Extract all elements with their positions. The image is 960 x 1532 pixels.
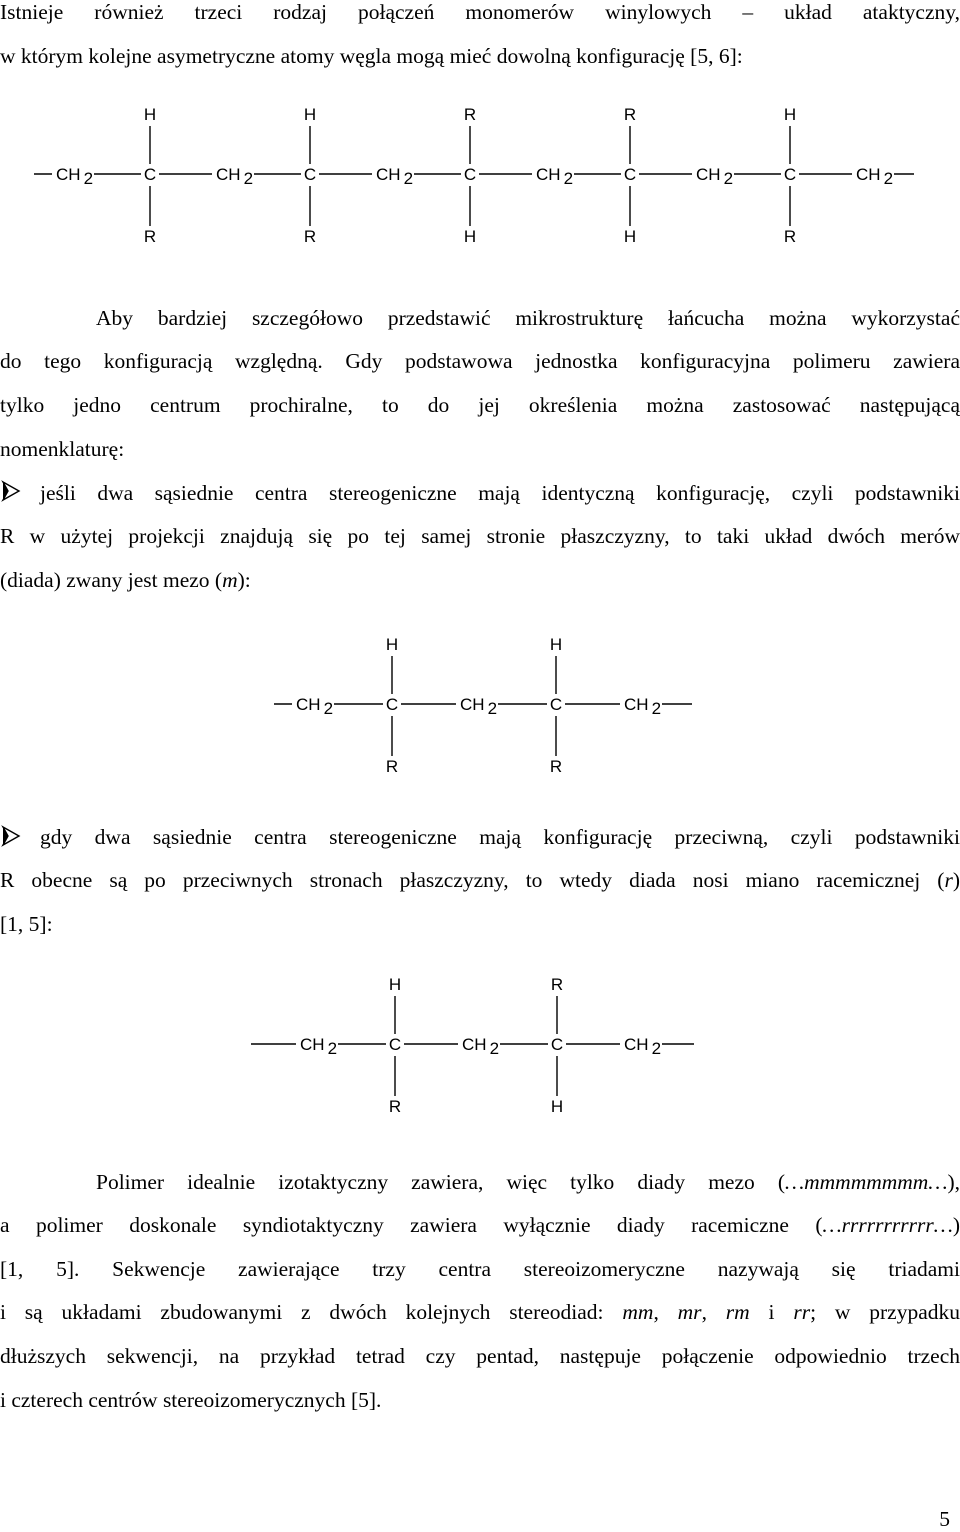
subscript: 2 [563,169,574,188]
substituent-top: H [783,105,797,124]
carbon-atom: C [783,165,797,184]
text-line: R w użytej projekcji znajdują się po tej samej stronie płaszczyzny, to taki układ dwóch merów [0,524,960,548]
ch2-group: CH 2 [536,165,574,188]
substituent-top: R [550,975,564,994]
ch2-group: CH 2 [300,1035,338,1058]
substituent-bottom: H [463,227,477,246]
substituent-top: H [143,105,157,124]
text-line: nomenklaturę: [0,437,125,461]
text-line: Aby bardziej szczegółowo przedstawić mikrostrukturę łańcucha można wykorzystać [96,306,960,330]
text-line: w którym kolejne asymetryczne atomy węgla mogą mieć dowolną konfigurację [5, 6]: [0,44,743,68]
subscript: 2 [83,169,94,188]
carbon-atom: C [463,165,477,184]
ch2-group: CH 2 [216,165,254,188]
subscript: 2 [651,699,662,718]
text-line: [1, 5]: [0,912,53,936]
text-line: a polimer doskonale syndiotaktyczny zawiera wyłącznie diady racemiczne (…rrrrrrrrrrr…) [0,1213,960,1237]
substituent-top: R [623,105,637,124]
text-line: tylko jedno centrum prochiralne, to do jej określenia można zastosować następującą [0,393,960,417]
racemic-diad-structure [0,970,960,1120]
text-line: Polimer idealnie izotaktyczny zawiera, więc tylko diady mezo (…mmmmmmmm…), [96,1170,960,1194]
text-line: Istnieje również trzeci rodzaj połączeń monomerów winylowych – układ ataktyczny, [0,0,960,24]
subscript: 2 [489,1039,500,1058]
substituent-top: R [463,105,477,124]
substituent-top: H [385,635,399,654]
meso-diad-structure [0,630,960,780]
substituent-top: H [303,105,317,124]
text-line: do tego konfiguracją względną. Gdy podstawowa jednostka konfiguracyjna polimeru zawiera [0,349,960,373]
ch2-group: CH 2 [696,165,734,188]
substituent-bottom: R [385,757,399,776]
subscript: 2 [403,169,414,188]
ch2-group: CH 2 [856,165,894,188]
text-line: i czterech centrów stereoizomerycznych [5]. [0,1388,382,1412]
carbon-atom: C [549,695,563,714]
substituent-bottom: R [143,227,157,246]
ch2-group: CH 2 [624,695,662,718]
carbon-atom: C [388,1035,402,1054]
subscript: 2 [883,169,894,188]
text-line: [1, 5]. Sekwencje zawierające trzy centra stereoizomeryczne nazywają się triadami [0,1257,960,1281]
subscript: 2 [487,699,498,718]
bullet-text-line: gdy dwa sąsiednie centra stereogeniczne mają konfigurację przeciwną, czyli podstawniki [40,825,960,849]
substituent-bottom: H [550,1097,564,1116]
carbon-atom: C [385,695,399,714]
subscript: 2 [723,169,734,188]
ch2-group: CH 2 [462,1035,500,1058]
ch2-group: CH 2 [296,695,334,718]
subscript: 2 [651,1039,662,1058]
bullet-text-line: jeśli dwa sąsiednie centra stereogeniczne mają identyczną konfigurację, czyli podstawniki [40,481,960,505]
subscript: 2 [243,169,254,188]
page-number: 5 [939,1507,950,1531]
substituent-bottom: H [623,227,637,246]
subscript: 2 [327,1039,338,1058]
substituent-top: H [388,975,402,994]
text-line: dłuższych sekwencji, na przykład tetrad czy pentad, następuje połączenie odpowiednio trzech [0,1344,960,1368]
carbon-atom: C [550,1035,564,1054]
ch2-group: CH 2 [624,1035,662,1058]
carbon-atom: C [623,165,637,184]
arrow-bullet-icon [0,825,22,847]
carbon-atom: C [303,165,317,184]
ch2-group: CH 2 [376,165,414,188]
arrow-bullet-icon [0,480,22,502]
substituent-bottom: R [783,227,797,246]
substituent-bottom: R [388,1097,402,1116]
substituent-top: H [549,635,563,654]
text-line: i są układami zbudowanymi z dwóch kolejnych stereodiad: mm, mr, rm i rr; w przypadku [0,1300,960,1324]
substituent-bottom: R [549,757,563,776]
text-line: (diada) zwany jest mezo (m): [0,568,251,592]
ch2-group: CH 2 [56,165,94,188]
substituent-bottom: R [303,227,317,246]
ch2-group: CH 2 [460,695,498,718]
carbon-atom: C [143,165,157,184]
text-line: R obecne są po przeciwnych stronach płaszczyzny, to wtedy diada nosi miano racemicznej (r) [0,868,960,892]
atactic-chain-structure [0,100,960,250]
subscript: 2 [323,699,334,718]
